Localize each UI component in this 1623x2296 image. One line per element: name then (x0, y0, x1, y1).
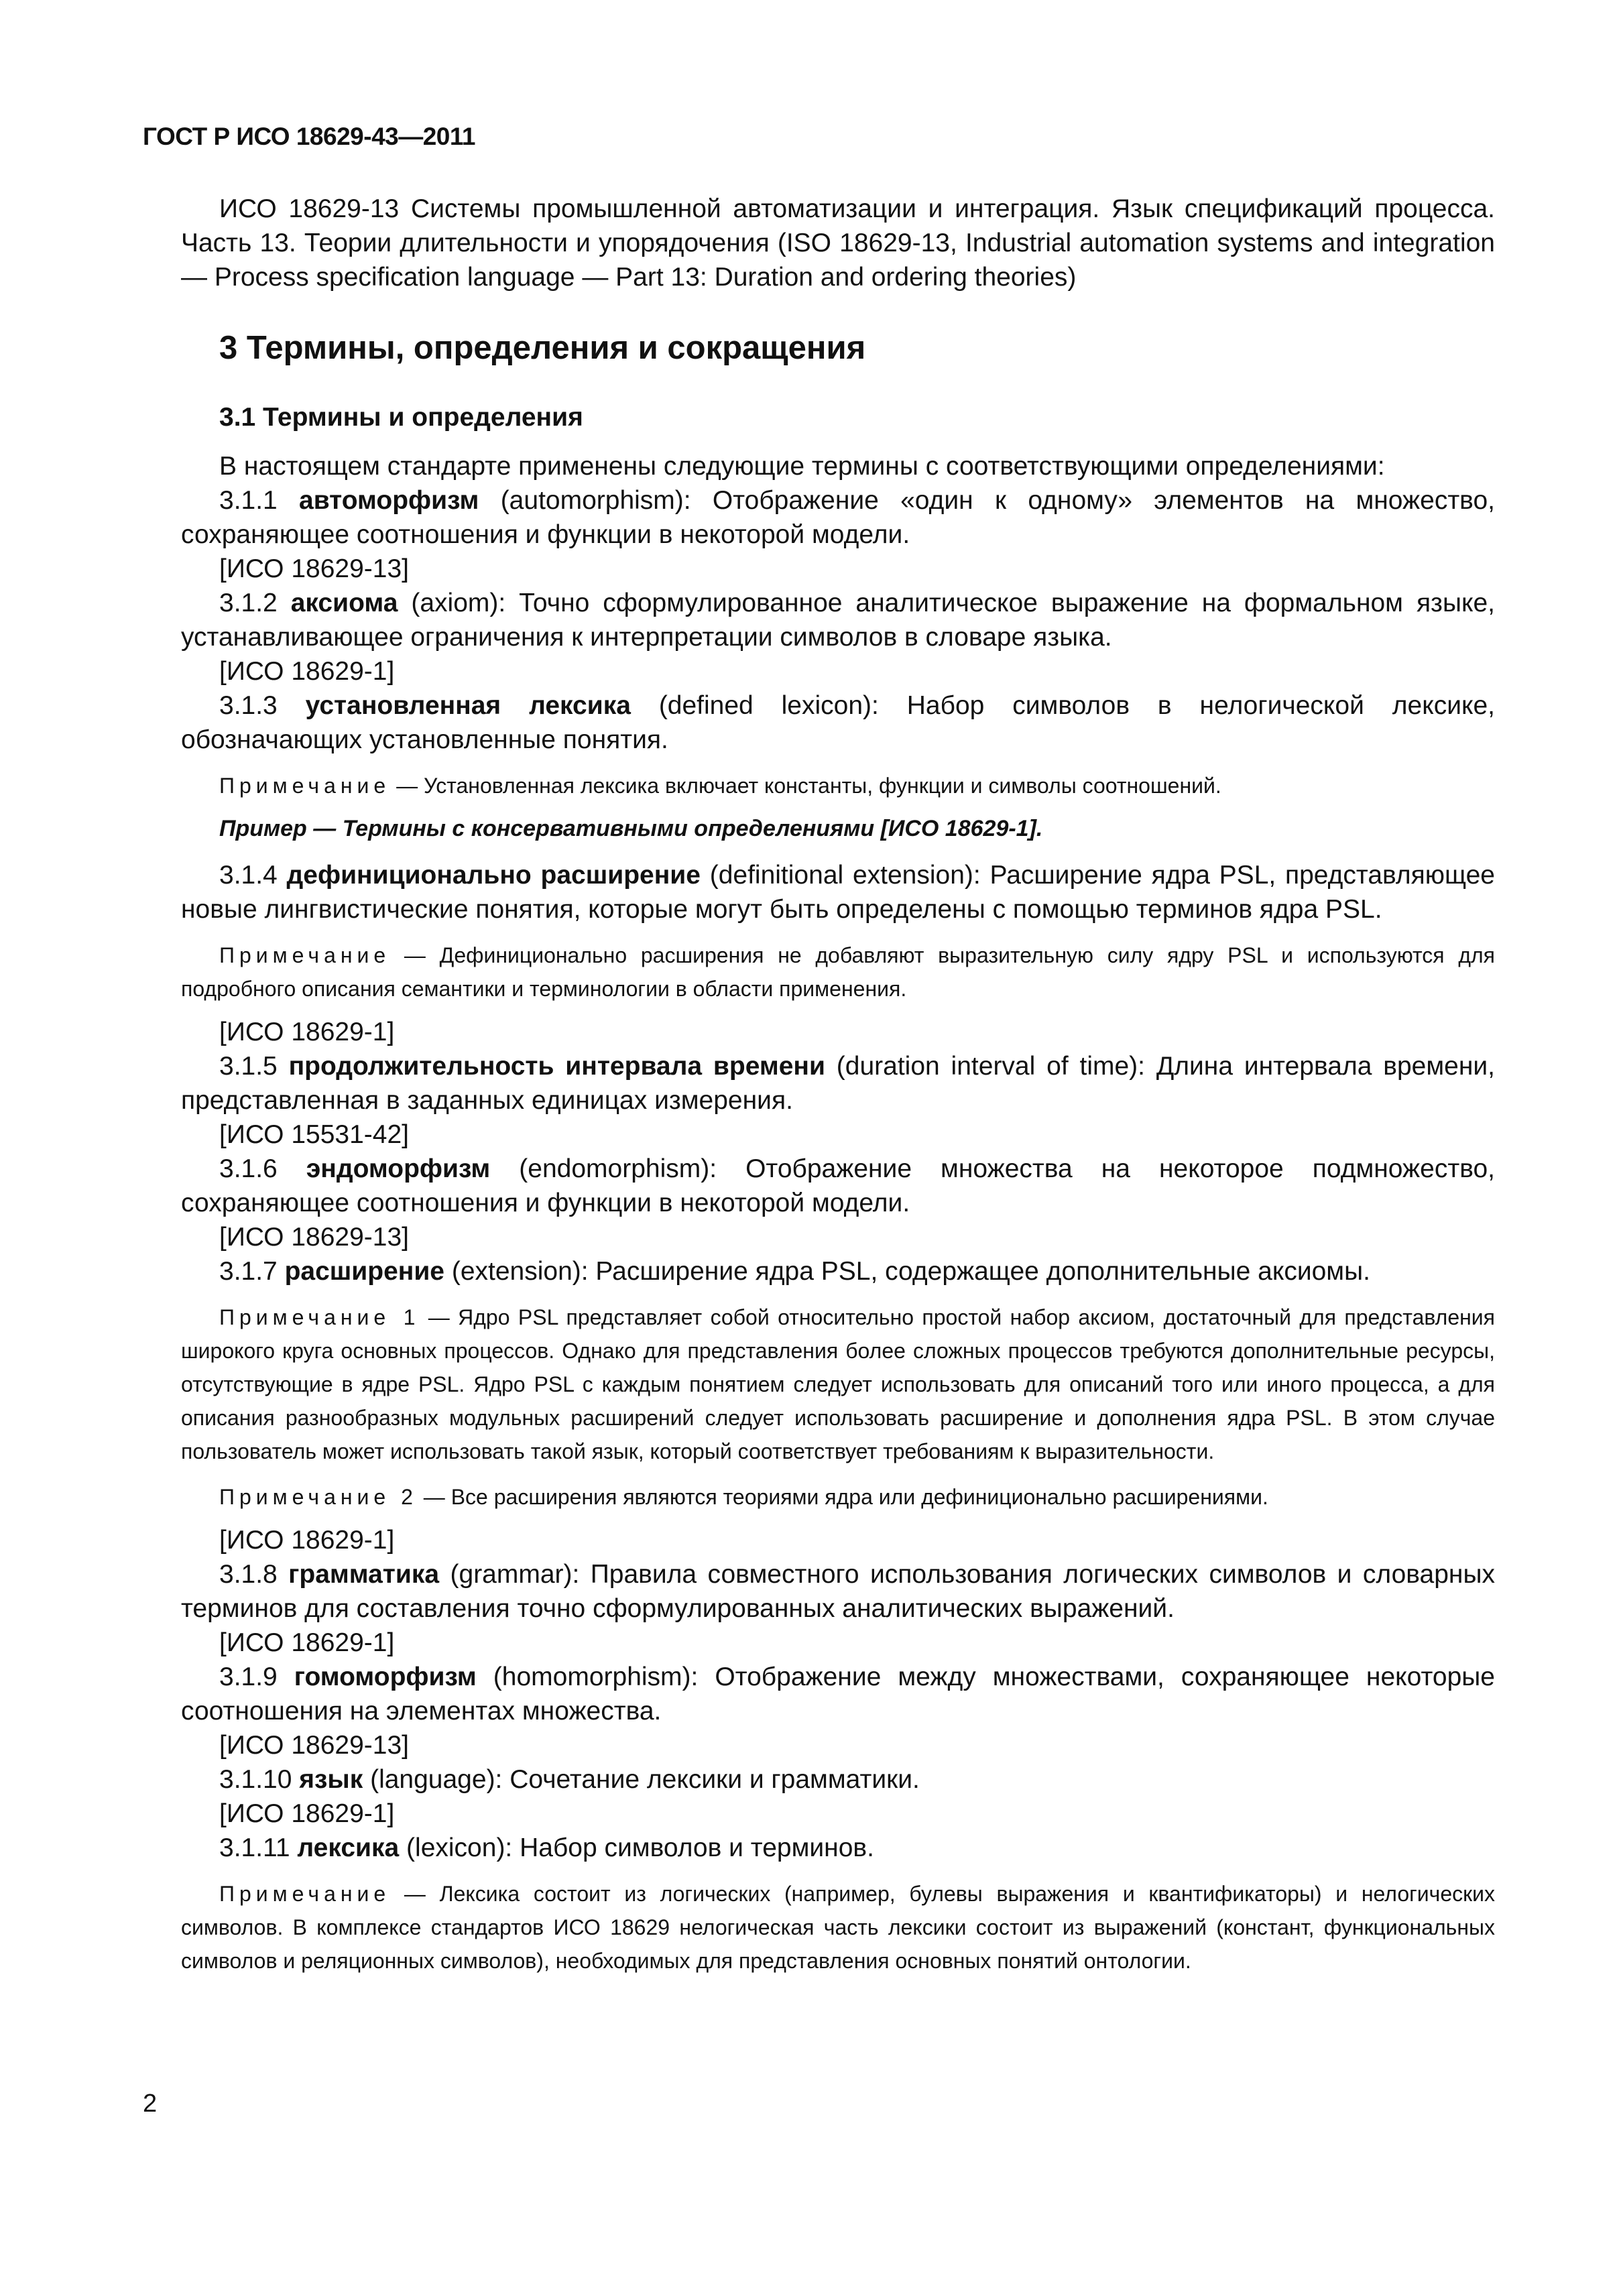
note-label: Примечание 1 (219, 1305, 420, 1329)
note-3-1-3 (181, 769, 1495, 802)
section-3-heading: 3 Термины, определения и сокращения (219, 330, 866, 366)
note-3-1-7-1 (181, 1301, 1495, 1468)
note-text: — Все расширения являются теориями ядра или дефиниционально расширениями. (417, 1485, 1268, 1509)
note-label: Примечание (219, 1882, 391, 1906)
term-definition: (extension): Расширение ядра PSL, содержащее дополнительные аксиомы. (444, 1257, 1370, 1286)
term-number: 3.1.2 (219, 589, 291, 617)
term-number: 3.1.11 (219, 1833, 298, 1862)
term-3-1-7 (181, 1254, 1495, 1288)
note-3-1-4 (181, 939, 1495, 1006)
term-number: 3.1.9 (219, 1663, 294, 1691)
term-number: 3.1.5 (219, 1052, 289, 1081)
note-label: Примечание (219, 943, 391, 967)
term-source: [ИСО 15531-42] (219, 1120, 409, 1149)
term-name: расширение (284, 1257, 444, 1286)
term-source: [ИСО 18629-13] (219, 1731, 409, 1760)
term-name: автоморфизм (299, 486, 479, 515)
term-3-1-4 (181, 858, 1495, 926)
term-name: эндоморфизм (306, 1154, 491, 1183)
example-3-1-3: Пример — Термины с консервативными определениями [ИСО 18629-1]. (219, 816, 1043, 841)
term-source: [ИСО 18629-1] (219, 1628, 395, 1657)
term-definition: (grammar): Правила совместного использования логических символов и словарных терминов для составления точно сформулированных аналитических выражений. (181, 1560, 1496, 1623)
term-definition: (axiom): Точно сформулированное аналитическое выражение на формальном языке, устанавливающее ограничения к интерпретации символов в словаре языка. (181, 589, 1495, 652)
document-body (181, 192, 1495, 1987)
note-text: — Дефиниционально расширения не добавляют выразительную силу ядру PSL и используются для подробного описания семантики и терминологии в области применения. (181, 943, 1496, 1001)
term-definition: (definitional extension): Расширение ядра PSL, представляющее новые лингвистические понятия, которые могут быть определены с помощью терминов ядра PSL. (181, 861, 1495, 924)
note-label: Примечание (219, 774, 391, 798)
term-number: 3.1.4 (219, 861, 287, 890)
term-name: гомоморфизм (294, 1663, 477, 1691)
standard-designation: ГОСТ Р ИСО 18629-43—2011 (143, 123, 475, 150)
page-number: 2 (143, 2090, 158, 2118)
note-3-1-11 (181, 1877, 1495, 1978)
term-definition: (lexicon): Набор символов и терминов. (399, 1833, 874, 1862)
subsection-3-1-heading: 3.1 Термины и определения (219, 403, 583, 432)
note-label: Примечание 2 (219, 1485, 418, 1509)
term-3-1-5 (181, 1049, 1495, 1117)
note-text: — Лексика состоит из логических (например, булевы выражения и квантификаторы) и нелогических символов. В комплексе стандартов ИСО 18629 нелогическая часть лексики состоит из выражений (констант, функциональных символов и реляционных символов), необходимых для представления основных понятий онтологии. (181, 1882, 1495, 1973)
term-number: 3.1.6 (219, 1154, 306, 1183)
term-name: грамматика (288, 1560, 440, 1589)
term-source: [ИСО 18629-13] (219, 554, 409, 583)
term-source: [ИСО 18629-13] (219, 1223, 409, 1252)
term-name: язык (299, 1765, 363, 1794)
term-name: лексика (297, 1833, 400, 1862)
note-text: — Установленная лексика включает константы, функции и символы соотношений. (390, 774, 1221, 798)
term-3-1-11 (181, 1831, 1495, 1865)
term-definition: (language): Сочетание лексики и грамматики. (363, 1765, 920, 1794)
note-3-1-7-2 (181, 1480, 1495, 1514)
term-name: дефиниционально расширение (286, 861, 701, 890)
terms-intro: В настоящем стандарте применены следующие термины с соответствующими определениями: (219, 452, 1385, 481)
term-3-1-1 (181, 483, 1495, 552)
term-number: 3.1.7 (219, 1257, 285, 1286)
term-name: аксиома (290, 589, 398, 617)
term-name: продолжительность интервала времени (288, 1052, 825, 1081)
term-number: 3.1.3 (219, 691, 306, 720)
term-source: [ИСО 18629-1] (219, 1799, 395, 1828)
term-source: [ИСО 18629-1] (219, 1526, 395, 1555)
term-3-1-3 (181, 688, 1495, 757)
term-3-1-10 (181, 1762, 1495, 1797)
term-number: 3.1.8 (219, 1560, 289, 1589)
reference-iso-18629-13: ИСО 18629-13 Системы промышленной автоматизации и интеграция. Язык спецификаций процесса. Часть 13. Теории длительности и упорядочения (ISO 18629-13, Industrial automation systems and integration — Process specification language — Part 13: Duration and ordering theories) (181, 194, 1495, 292)
term-source: [ИСО 18629-1] (219, 657, 395, 686)
term-number: 3.1.10 (219, 1765, 300, 1794)
term-3-1-6 (181, 1152, 1495, 1220)
term-definition: (homomorphism): Отображение между множествами, сохраняющее некоторые соотношения на элементах множества. (181, 1663, 1495, 1726)
term-definition: (duration interval of time): Длина интервала времени, представленная в заданных единицах измерения. (181, 1052, 1496, 1115)
term-number: 3.1.1 (219, 486, 300, 515)
term-definition: (automorphism): Отображение «один к одному» элементов на множество, сохраняющее соотношения и функции в некоторой модели. (181, 486, 1495, 549)
term-3-1-8 (181, 1557, 1495, 1626)
note-text: — Ядро PSL представляет собой относительно простой набор аксиом, достаточный для представления широкого круга основных процессов. Однако для представления более сложных процессов требуются дополнительные ресурсы, отсутствующие в ядре PSL. Ядро PSL с каждым понятием следует использовать для описаний того или иного процесса, а для описания разнообразных модульных расширений следует использовать расширение и дополнения ядра PSL. В этом случае пользователь может использовать такой язык, который соответствует требованиям к выразительности. (181, 1305, 1496, 1463)
term-definition: (defined lexicon): Набор символов в нелогической лексике, обозначающих установленные понятия. (181, 691, 1496, 754)
term-source: [ИСО 18629-1] (219, 1018, 395, 1046)
term-name: установленная лексика (305, 691, 631, 720)
term-definition: (endomorphism): Отображение множества на некоторое подмножество, сохраняющее соотношения и функции в некоторой модели. (181, 1154, 1496, 1217)
term-3-1-9 (181, 1660, 1495, 1728)
term-3-1-2 (181, 586, 1495, 654)
